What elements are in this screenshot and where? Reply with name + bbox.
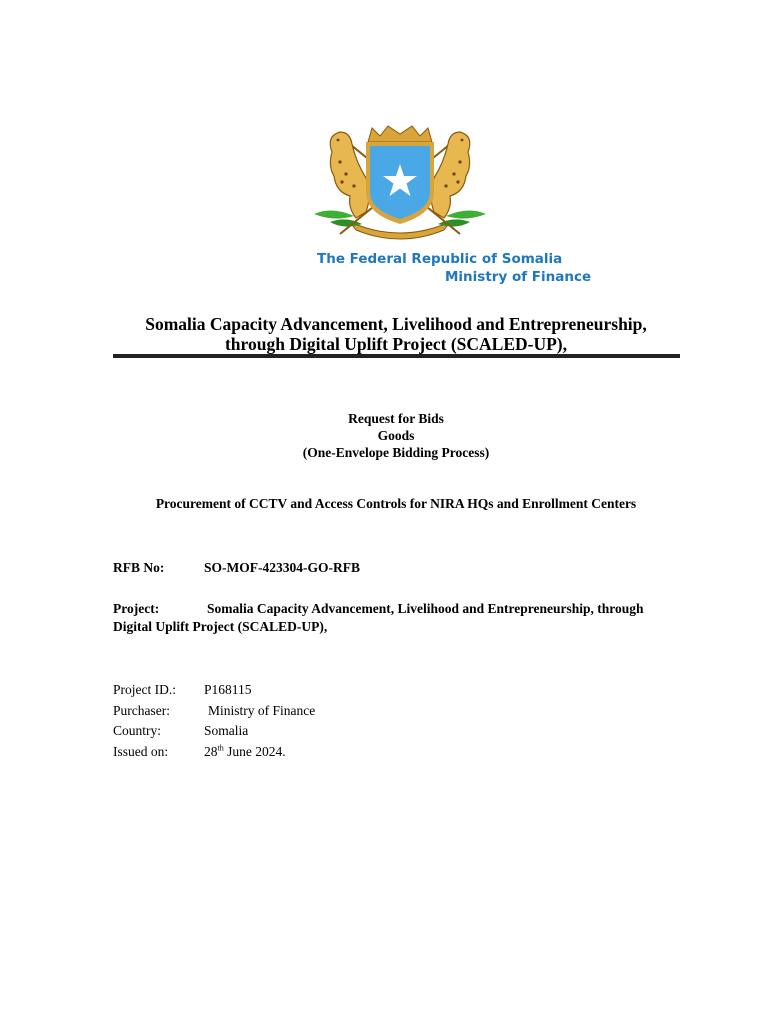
bidding-process: (One-Envelope Bidding Process) xyxy=(302,445,490,460)
project-id-value: P168115 xyxy=(204,682,252,697)
rfb-value: SO-MOF-423304-GO-RFB xyxy=(204,560,360,575)
purchaser-label: Purchaser: xyxy=(113,703,170,718)
country-label: Country: xyxy=(113,723,162,738)
title-divider xyxy=(113,354,680,358)
project-value-line1: Somalia Capacity Advancement, Livelihood and Entrepreneurship, through xyxy=(207,601,644,616)
somalia-coat-of-arms-logo xyxy=(310,122,490,244)
request-for-bids: Request for Bids xyxy=(348,411,444,426)
project-label: Project: xyxy=(113,601,160,616)
project-title-line2: through Digital Uplift Project (SCALED-UP), xyxy=(224,334,568,354)
project-value-line2: Digital Uplift Project (SCALED-UP), xyxy=(113,619,328,634)
procurement-title: Procurement of CCTV and Access Controls for NIRA HQs and Enrollment Centers xyxy=(155,496,637,511)
project-title-line1: Somalia Capacity Advancement, Livelihood and Entrepreneurship, xyxy=(145,314,647,334)
goods-label: Goods xyxy=(377,428,415,443)
issued-value xyxy=(204,744,286,760)
issued-month-year: June 2024. xyxy=(223,744,286,759)
rfb-label: RFB No: xyxy=(113,560,165,575)
country-value: Somalia xyxy=(204,723,249,738)
project-id-label: Project ID.: xyxy=(113,682,176,697)
issued-day-suffix: th xyxy=(217,743,224,753)
republic-heading: The Federal Republic of Somalia xyxy=(317,251,563,267)
ministry-heading: Ministry of Finance xyxy=(445,269,592,285)
issued-day: 28 xyxy=(204,744,218,759)
purchaser-value: Ministry of Finance xyxy=(208,703,316,718)
issued-label: Issued on: xyxy=(113,744,169,759)
